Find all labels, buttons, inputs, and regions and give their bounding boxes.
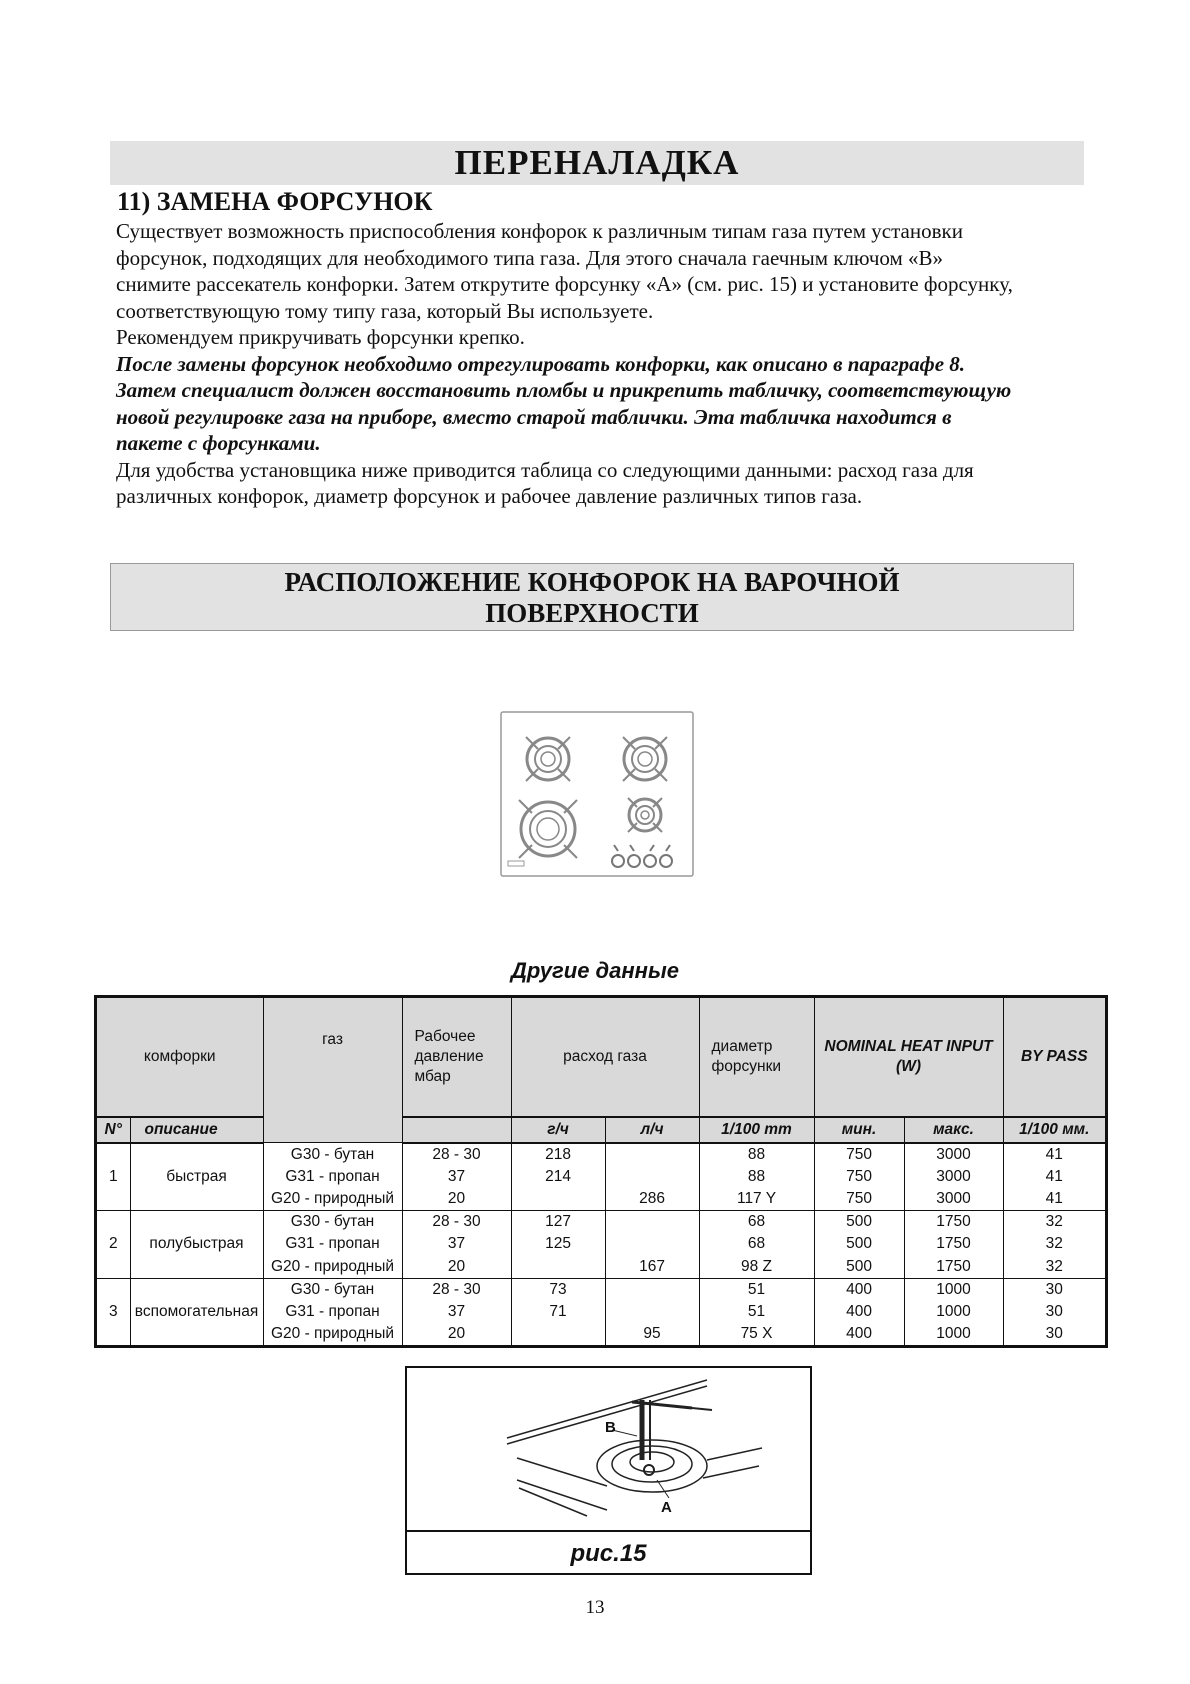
bypass-value: 41: [1003, 1143, 1105, 1166]
bypass-value: 30: [1045, 1302, 1063, 1320]
min-value: 500: [814, 1211, 904, 1234]
bypass-value: 41: [1045, 1190, 1063, 1208]
diameter-value: 88: [699, 1166, 814, 1188]
header-diameter: диаметр форсунки: [699, 998, 814, 1117]
pressure-value: 28 - 30: [402, 1143, 511, 1166]
min-value: 400: [814, 1323, 904, 1345]
flow-gh-value: 125: [511, 1233, 605, 1255]
paragraph-recommendation: Рекомендуем прикручивать форсунки крепко.: [116, 325, 525, 349]
table-row: [97, 1143, 1105, 1166]
page-title-banner: [110, 141, 1084, 185]
max-value: 1750: [904, 1233, 1003, 1255]
burner-description: вспомогательная: [130, 1278, 263, 1345]
page-number: 13: [585, 1597, 605, 1618]
flow-lh-value: [605, 1233, 699, 1255]
burner-description: быстрая: [130, 1143, 263, 1211]
max-value: 3000: [904, 1188, 1003, 1211]
flow-lh-value: 95: [605, 1323, 699, 1345]
pressure-value: 20: [402, 1255, 511, 1278]
pressure-value: 37: [402, 1233, 511, 1255]
layout-banner-line1: РАСПОЛОЖЕНИЕ КОНФОРОК НА ВАРОЧНОЙ: [284, 567, 900, 597]
flow-gh-value: [511, 1188, 605, 1211]
gas-type: G20 - природный: [263, 1188, 402, 1211]
page-title: ПЕРЕНАЛАДКА: [454, 143, 740, 182]
subheader-min: мин.: [814, 1117, 904, 1143]
gas-type: G20 - природный: [263, 1255, 402, 1278]
diameter-value: 117 Y: [699, 1188, 814, 1211]
flow-gh-value: [511, 1323, 605, 1345]
flow-gh-value: [511, 1255, 605, 1278]
bypass-value: 41: [1045, 1168, 1063, 1186]
paragraph-warning: После замены форсунок необходимо отрегулировать конфорки, как описано в параграфе 8. Затем специалист должен восстановить пломбы и прикрепить табличку, соответствующую новой регулировке газа на приборе, вместо старой таблички. Эта табличка находится в пакете с форсунками.: [116, 351, 1012, 455]
gas-type: G30 - бутан: [263, 1211, 402, 1234]
flow-gh-value: 73: [511, 1278, 605, 1301]
paragraph-intro: Существует возможность приспособления конфорок к различным типам газа путем установки форсунок, подходящих для необходимого типа газа. Для этого сначала гаечным ключом «В» снимите рассекатель конфорки. Затем открутите форсунку «А» (см. рис. 15) и установите форсунку, соответствующую тому типу газа, который Вы используете.: [116, 219, 1013, 323]
gas-type: G31 - пропан: [263, 1233, 402, 1255]
hob-layout-diagram: [500, 711, 694, 877]
min-value: 750: [814, 1166, 904, 1188]
pressure-value: 20: [402, 1323, 511, 1345]
diameter-value: 75 X: [699, 1323, 814, 1345]
gas-type: G31 - пропан: [263, 1166, 402, 1188]
table-caption: Другие данные: [511, 958, 679, 983]
flow-lh-value: [605, 1301, 699, 1323]
header-bypass: BY PASS: [1003, 998, 1105, 1117]
min-value: 750: [814, 1143, 904, 1166]
pressure-value: 37: [402, 1301, 511, 1323]
max-value: 3000: [904, 1166, 1003, 1188]
bypass-value: 30: [1045, 1324, 1063, 1342]
flow-lh-value: [605, 1278, 699, 1301]
bypass-value: 32: [1045, 1235, 1063, 1253]
subheader-max: макс.: [904, 1117, 1003, 1143]
min-value: 500: [814, 1255, 904, 1278]
diameter-value: 68: [699, 1211, 814, 1234]
body-text: [116, 218, 1016, 510]
figure-caption: рис.15: [407, 1530, 810, 1575]
pressure-value: 28 - 30: [402, 1211, 511, 1234]
min-value: 400: [814, 1301, 904, 1323]
min-value: 750: [814, 1188, 904, 1211]
bypass-value: 30: [1003, 1278, 1105, 1301]
pressure-value: 37: [402, 1166, 511, 1188]
flow-lh-value: [605, 1166, 699, 1188]
diameter-value: 51: [699, 1301, 814, 1323]
diameter-value: 51: [699, 1278, 814, 1301]
burner-number: 2: [97, 1211, 130, 1278]
figure-15: [405, 1366, 812, 1575]
bypass-value: 32: [1045, 1257, 1063, 1275]
paragraph-table-intro: Для удобства установщика ниже приводится таблица со следующими данными: расход газа для различных конфорок, диаметр форсунок и рабочее давление различных типов газа.: [116, 457, 974, 508]
flow-gh-value: 218: [511, 1143, 605, 1166]
header-pressure: Рабочее давление мбар: [402, 998, 511, 1117]
table-body: [97, 1143, 1105, 1345]
flow-gh-value: 127: [511, 1211, 605, 1234]
gas-type: G31 - пропан: [263, 1301, 402, 1323]
label-a: A: [661, 1499, 672, 1516]
burner-description: полубыстрая: [130, 1211, 263, 1278]
flow-lh-value: 286: [605, 1188, 699, 1211]
header-burners: комфорки: [97, 998, 263, 1117]
subheader-pressure-blank: [402, 1117, 511, 1143]
flow-gh-value: 214: [511, 1166, 605, 1188]
subheader-description: описание: [130, 1117, 263, 1143]
flow-lh-value: [605, 1143, 699, 1166]
layout-banner-line2: ПОВЕРХНОСТИ: [485, 598, 699, 628]
max-value: 1750: [904, 1255, 1003, 1278]
gas-type: G30 - бутан: [263, 1278, 402, 1301]
gas-type: G30 - бутан: [263, 1143, 402, 1166]
header-gas: газ: [263, 998, 402, 1143]
diameter-value: 98 Z: [699, 1255, 814, 1278]
section-heading: 11) ЗАМЕНА ФОРСУНОК: [117, 187, 433, 216]
flow-lh-value: 167: [605, 1255, 699, 1278]
gas-data-table: [94, 995, 1108, 1348]
max-value: 1000: [904, 1278, 1003, 1301]
max-value: 1000: [904, 1323, 1003, 1345]
max-value: 1750: [904, 1211, 1003, 1234]
gas-type: G20 - природный: [263, 1323, 402, 1345]
min-value: 500: [814, 1233, 904, 1255]
header-flow: расход газа: [511, 998, 699, 1117]
flow-lh-value: [605, 1211, 699, 1234]
table-row: [97, 1278, 1105, 1301]
max-value: 1000: [904, 1301, 1003, 1323]
bypass-value: 32: [1003, 1211, 1105, 1234]
table-row: [97, 1211, 1105, 1234]
flow-gh-value: 71: [511, 1301, 605, 1323]
diameter-value: 68: [699, 1233, 814, 1255]
min-value: 400: [814, 1278, 904, 1301]
subheader-liters-per-hour: л/ч: [605, 1117, 699, 1143]
diameter-value: 88: [699, 1143, 814, 1166]
max-value: 3000: [904, 1143, 1003, 1166]
burner-number: 1: [97, 1143, 130, 1211]
label-b: B: [605, 1419, 616, 1436]
subheader-grams-per-hour: г/ч: [511, 1117, 605, 1143]
pressure-value: 20: [402, 1188, 511, 1211]
subheader-bypass-unit: 1/100 мм.: [1003, 1117, 1105, 1143]
subheader-diameter-unit: 1/100 mm: [699, 1117, 814, 1143]
header-nominal-heat-input: NOMINAL HEAT INPUT (W): [814, 998, 1003, 1117]
nozzle-replacement-illustration: [407, 1368, 810, 1528]
layout-banner: [110, 563, 1074, 631]
burner-number: 3: [97, 1278, 130, 1345]
subheader-number: N°: [97, 1117, 130, 1143]
pressure-value: 28 - 30: [402, 1278, 511, 1301]
